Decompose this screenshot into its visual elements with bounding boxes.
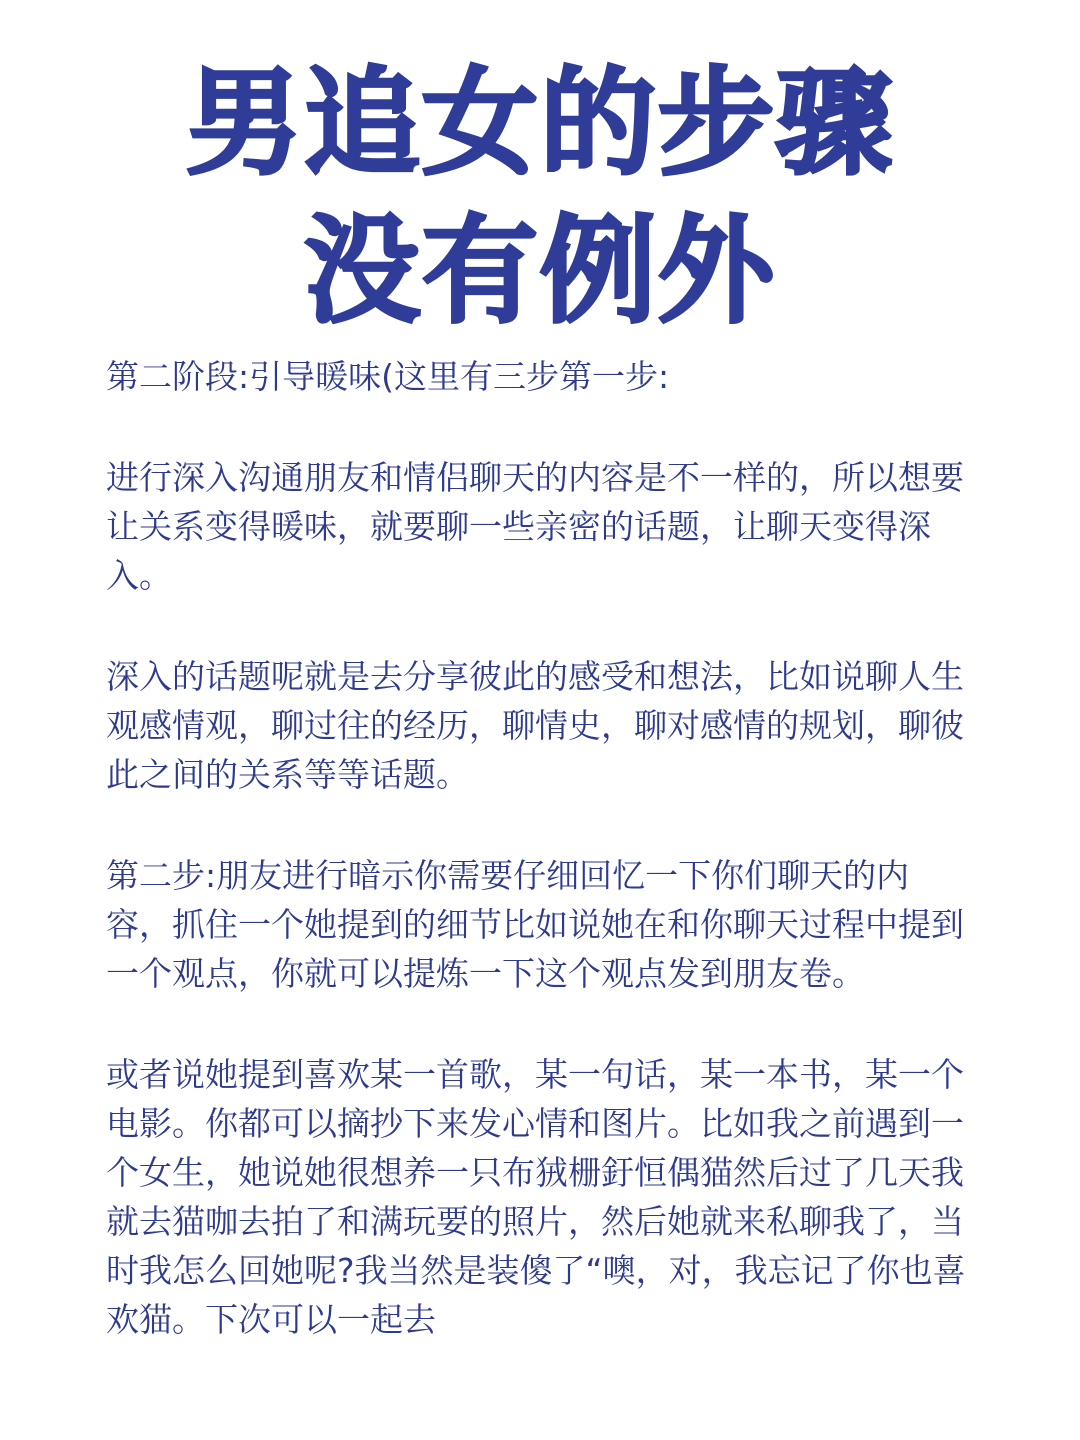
page-title: [0, 50, 1080, 346]
paragraph-example: 或者说她提到喜欢某一首歌，某一句话，某一本书，某一个电影。你都可以摘抄下来发心情和图片。比如我之前遇到一个女生，她说她很想养一只布狨栅釪恒偶猫然后过了几天我就去猫咖去拍了和满玩要的照片，然后她就来私聊我了，当时我怎么回她呢?我当然是装傻了“噢，对，我忘记了你也喜欢猫。下次可以一起去: [106, 1055, 966, 1339]
title-line-2: 没有例外: [304, 204, 776, 339]
article-body: [106, 352, 972, 1344]
paragraph-deep-communication: 进行深入沟通朋友和情侣聊天的内容是不一样的，所以想要让关系变得暖味，就要聊一些亲密的话题，让聊天变得深入。: [106, 458, 964, 595]
paragraph-stage-two: 第二阶段:引导暖味(这里有三步第一步:: [106, 357, 670, 396]
paragraph-step-two: 第二步:朋友进行暗示你需要仔细回忆一下你们聊天的内容，抓住一个她提到的细节比如说她在和你聊天过程中提到一个观点，你就可以提炼一下这个观点发到朋友卷。: [106, 856, 964, 993]
paragraph-deep-topics: 深入的话题呢就是去分享彼此的感受和想法，比如说聊人生观感情观，聊过往的经历，聊情史，聊对感情的规划，聊彼此之间的关系等等话题。: [106, 657, 964, 794]
title-line-1: 男追女的步骤: [186, 56, 894, 191]
